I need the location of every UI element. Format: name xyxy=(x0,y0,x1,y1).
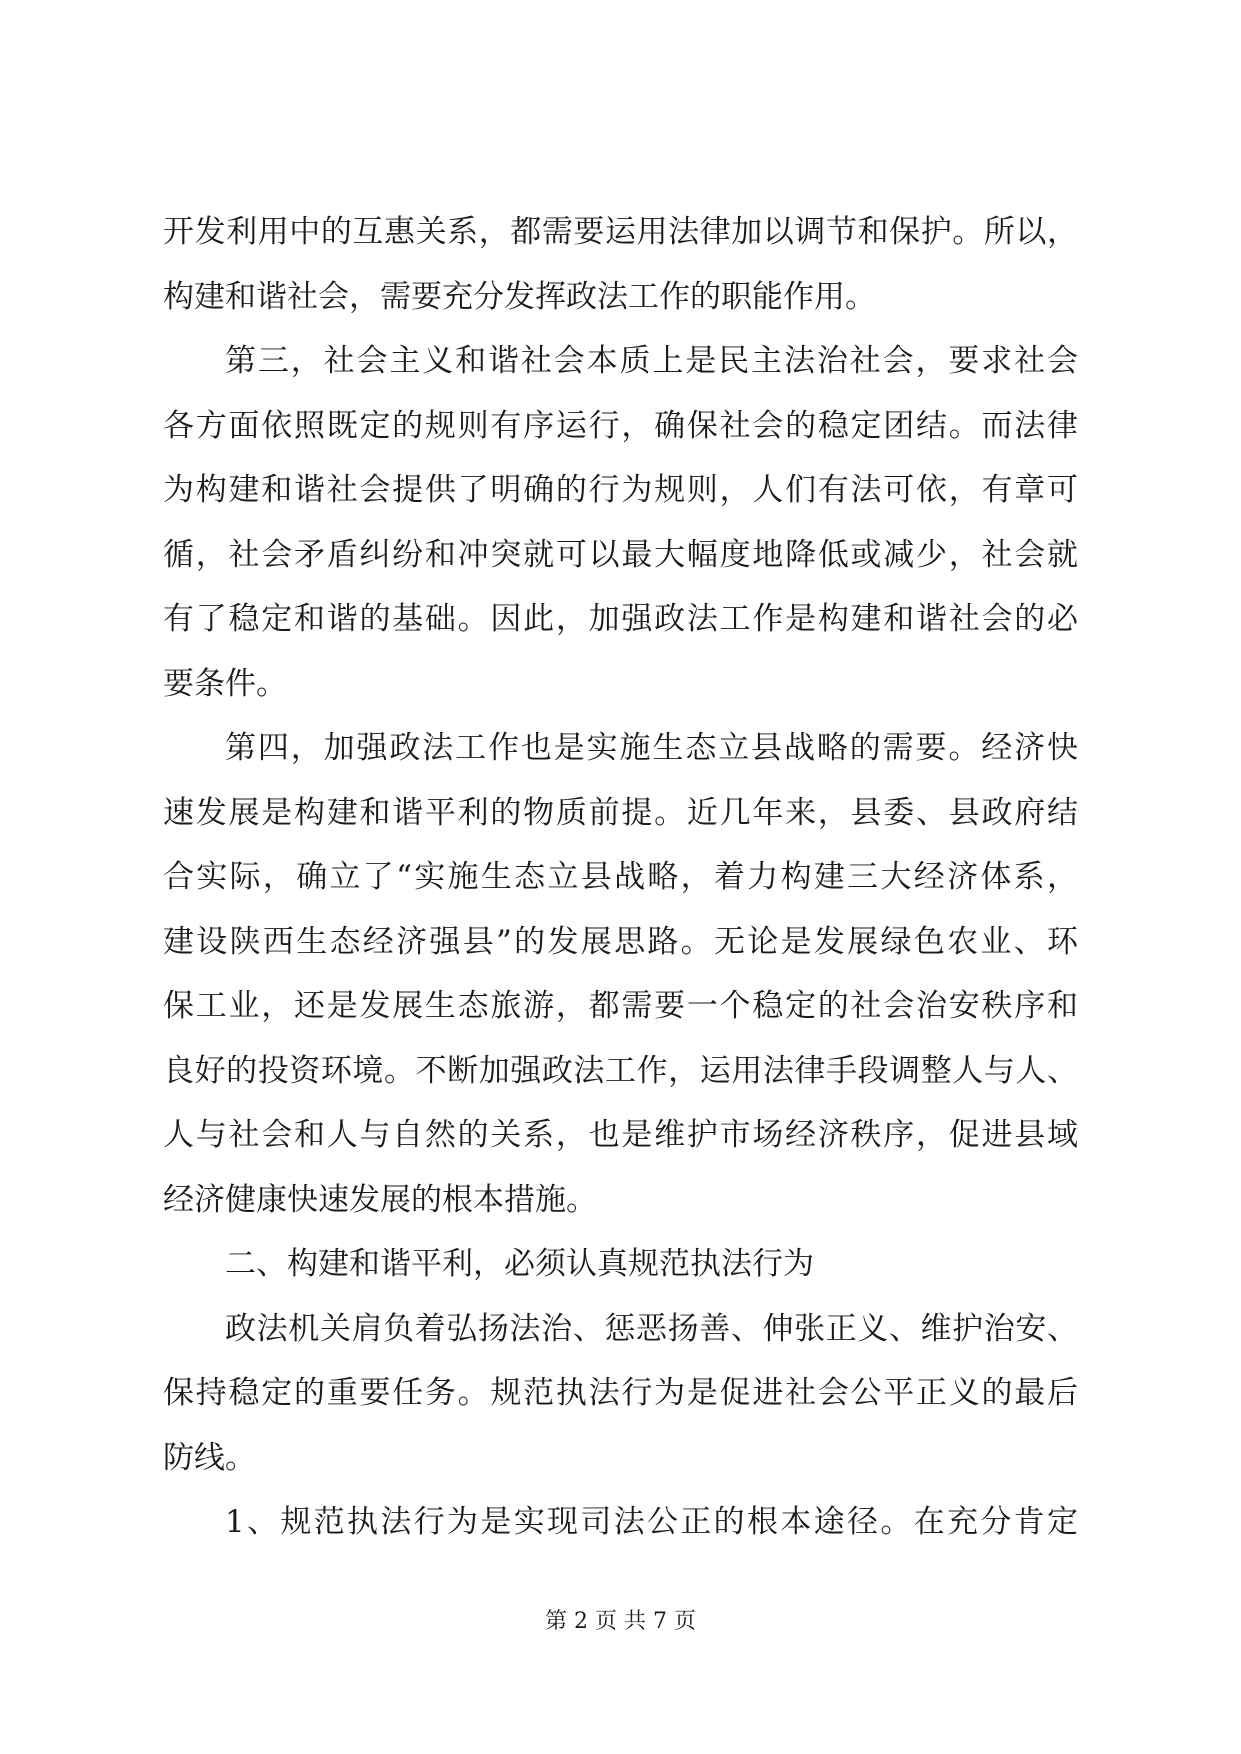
body-text-line: 经济健康快速发展的根本措施。 xyxy=(163,1181,597,1218)
body-text-line: 政法机关肩负着弘扬法治、惩恶扬善、伸张正义、维护治安、 xyxy=(225,1310,1078,1347)
body-text-line: 建设陕西生态经济强县”的发展思路。无论是发展绿色农业、环 xyxy=(163,923,1078,960)
body-text-line: 速发展是构建和谐平利的物质前提。近几年来，县委、县政府结 xyxy=(163,794,1078,831)
document-body xyxy=(163,200,1078,1555)
body-text-line: 人与社会和人与自然的关系，也是维护市场经济秩序，促进县域 xyxy=(163,1117,1078,1153)
body-text-line: 循，社会矛盾纠纷和冲突就可以最大幅度地降低或减少，社会就 xyxy=(163,536,1078,573)
page-number-footer: 第 2 页 共 7 页 xyxy=(545,1609,696,1634)
body-text-line: 第三，社会主义和谐社会本质上是民主法治社会，要求社会 xyxy=(225,343,1078,379)
body-text-line: 要条件。 xyxy=(163,665,287,702)
body-text-line: 构建和谐社会，需要充分发挥政法工作的职能作用。 xyxy=(163,278,876,315)
body-text-line: 1、规范执法行为是实现司法公正的根本途径。在充分肯定 xyxy=(225,1504,1078,1540)
body-text-line: 保持稳定的重要任务。规范执法行为是促进社会公平正义的最后 xyxy=(163,1375,1078,1411)
body-text-line: 为构建和谐社会提供了明确的行为规则，人们有法可依，有章可 xyxy=(163,472,1078,508)
body-text-line: 各方面依照既定的规则有序运行，确保社会的稳定团结。而法律 xyxy=(163,407,1078,444)
body-text-line: 合实际，确立了“实施生态立县战略，着力构建三大经济体系， xyxy=(163,859,1078,895)
body-text-line: 第四，加强政法工作也是实施生态立县战略的需要。经济快 xyxy=(225,730,1078,766)
body-text-line: 有了稳定和谐的基础。因此，加强政法工作是构建和谐社会的必 xyxy=(163,601,1078,637)
body-text-line: 防线。 xyxy=(163,1439,256,1476)
section-heading: 二、构建和谐平利，必须认真规范执法行为 xyxy=(225,1246,814,1282)
body-text-line: 开发利用中的互惠关系，都需要运用法律加以调节和保护。所以， xyxy=(163,214,1078,250)
body-text-line: 良好的投资环境。不断加强政法工作，运用法律手段调整人与人、 xyxy=(163,1052,1078,1089)
body-text-line: 保工业，还是发展生态旅游，都需要一个稳定的社会治安秩序和 xyxy=(163,988,1078,1024)
